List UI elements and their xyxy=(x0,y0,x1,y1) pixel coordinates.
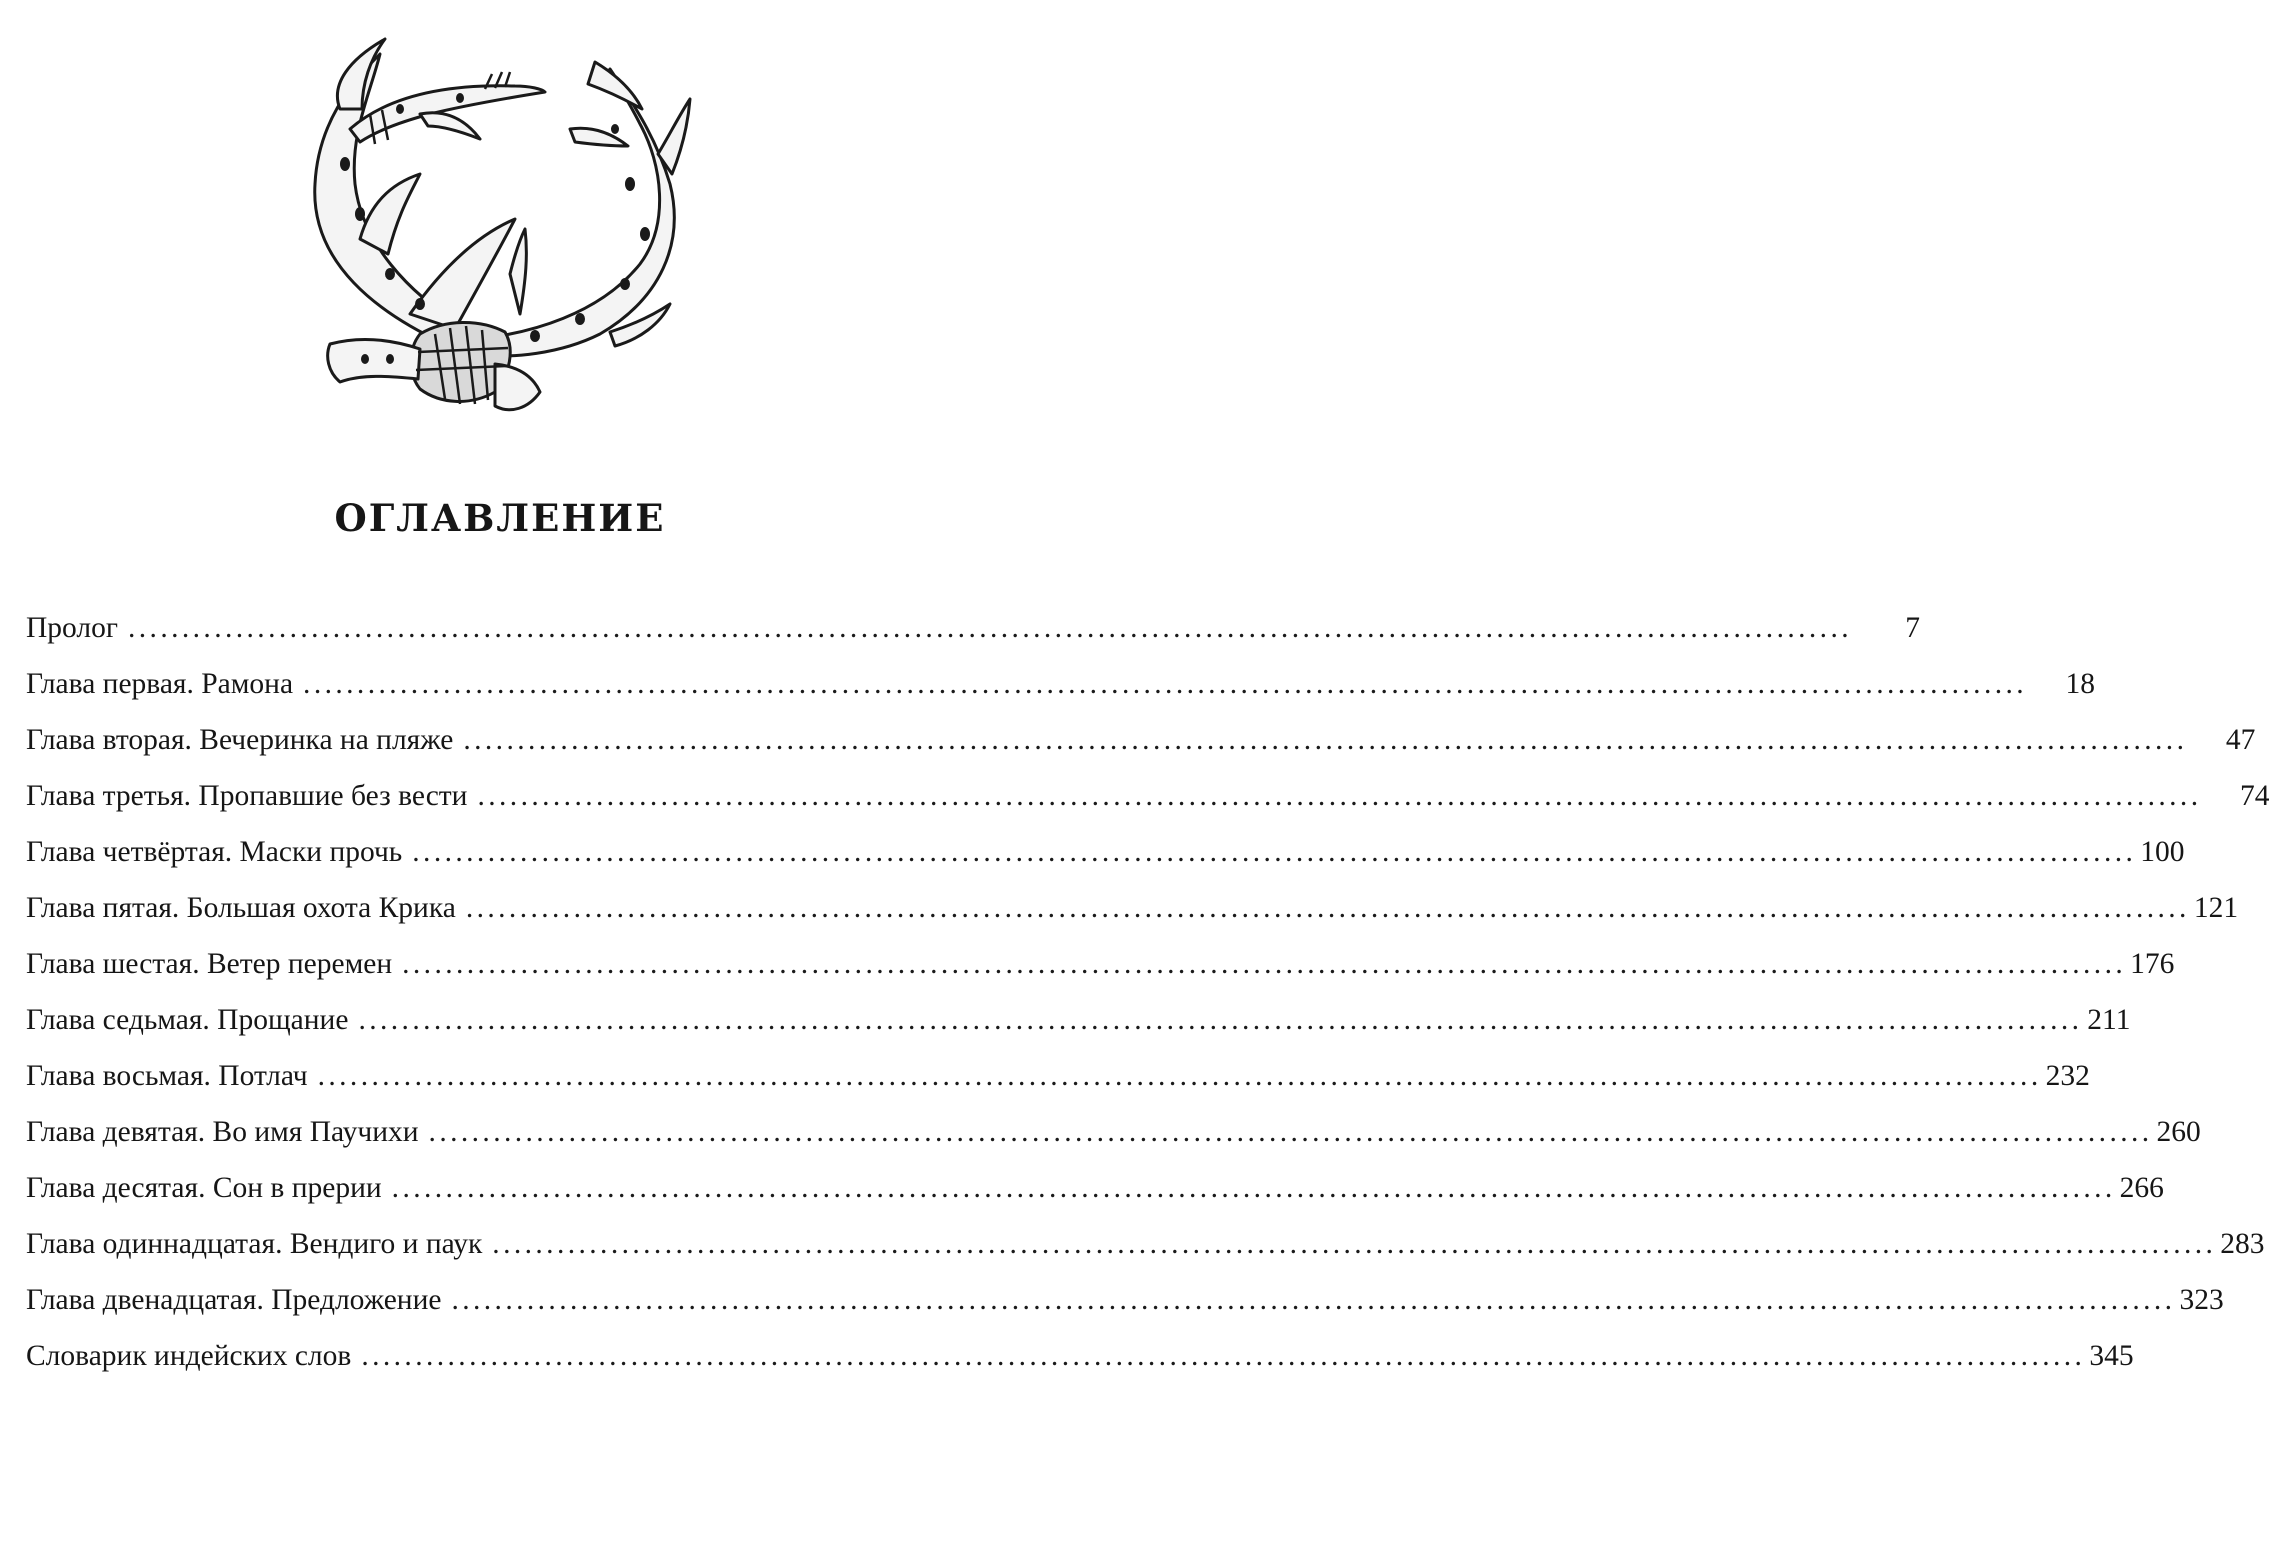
binding-tail xyxy=(328,339,420,382)
toc-entry-page: 18 xyxy=(2065,668,2096,700)
toc-entry[interactable] xyxy=(26,880,2239,936)
right-antler-tine-top xyxy=(588,62,642,109)
binding-end xyxy=(495,364,540,410)
toc-entry-page: 323 xyxy=(2179,1284,2224,1316)
toc-entry-page: 74 xyxy=(2239,780,2269,812)
toc-entry-page: 211 xyxy=(2087,1004,2131,1036)
toc-dot-leader: ................................................................................................................................................................ xyxy=(412,836,2137,868)
toc-entry[interactable] xyxy=(26,1104,2201,1160)
toc-entry-page: 283 xyxy=(2220,1228,2265,1260)
toc-entry[interactable] xyxy=(26,768,2269,824)
toc-entry-title: Глава третья. Пропавшие без вести xyxy=(26,780,468,812)
toc-entry[interactable] xyxy=(26,1216,2265,1272)
left-antler-tine-hook xyxy=(420,113,480,139)
toc-entry[interactable] xyxy=(26,824,2185,880)
right-antler-tine-inner xyxy=(510,229,526,314)
toc-dot-leader: ................................................................................................................................................................ xyxy=(465,892,2190,924)
toc-dot-leader: ................................................................................................................................................................ xyxy=(303,668,2028,700)
toc-entry[interactable] xyxy=(26,1160,2164,1216)
toc-entry-title: Глава вторая. Вечеринка на пляже xyxy=(26,724,454,756)
toc-entry-title: Пролог xyxy=(26,612,118,644)
toc-entry[interactable] xyxy=(26,992,2131,1048)
toc-entry-page: 121 xyxy=(2193,892,2239,924)
left-antler-tine-inner xyxy=(360,174,420,254)
antler-wreath-icon xyxy=(270,14,710,424)
toc-entry-title: Глава восьмая. Потлач xyxy=(26,1060,308,1092)
toc-dot-leader: ................................................................................................................................................................ xyxy=(128,612,1852,644)
toc-entry-page: 47 xyxy=(2225,724,2256,756)
toc-entry-title: Словарик индейских слов xyxy=(26,1340,352,1372)
toc-title: ОГЛАВЛЕНИЕ xyxy=(334,496,666,540)
toc-entry-page: 266 xyxy=(2119,1172,2164,1204)
toc-dot-leader: ................................................................................................................................................................ xyxy=(451,1284,2176,1316)
toc-entry-page: 260 xyxy=(2156,1116,2201,1148)
toc-dot-leader: ................................................................................................................................................................ xyxy=(402,948,2127,980)
toc-entry-title: Глава шестая. Ветер перемен xyxy=(26,948,393,980)
toc-dot-leader: ................................................................................................................................................................ xyxy=(358,1004,2083,1036)
toc-entry-page: 345 xyxy=(2089,1340,2134,1372)
toc-dot-leader: ................................................................................................................................................................ xyxy=(477,780,2202,812)
right-antler-beam xyxy=(475,69,674,356)
toc-entry-page: 7 xyxy=(1905,612,1920,644)
toc-entry-page: 176 xyxy=(2130,948,2175,980)
toc-dot-leader: ................................................................................................................................................................ xyxy=(361,1340,2086,1372)
toc-dot-leader: ................................................................................................................................................................ xyxy=(317,1060,2042,1092)
left-antler-tine-lower xyxy=(410,219,515,329)
toc-entry[interactable] xyxy=(26,1272,2224,1328)
toc-entry[interactable] xyxy=(26,712,2256,768)
toc-entry[interactable] xyxy=(26,1328,2134,1384)
toc-dot-leader: ................................................................................................................................................................ xyxy=(463,724,2188,756)
toc-entry-title: Глава девятая. Во имя Паучихи xyxy=(26,1116,419,1148)
toc-entry-page: 100 xyxy=(2140,836,2185,868)
toc-entry[interactable] xyxy=(26,600,1920,656)
toc-entry-title: Глава двенадцатая. Предложение xyxy=(26,1284,442,1316)
toc-entry-page: 232 xyxy=(2045,1060,2090,1092)
toc-entry-title: Глава десятая. Сон в прерии xyxy=(26,1172,382,1204)
right-antler-tine-mid xyxy=(570,128,628,146)
toc-entry-title: Глава четвёртая. Маски прочь xyxy=(26,836,403,868)
toc-entry-title: Глава первая. Рамона xyxy=(26,668,294,700)
toc-entry[interactable] xyxy=(26,1048,2090,1104)
left-antler-tine-top xyxy=(337,39,385,109)
toc-entry[interactable] xyxy=(26,656,2096,712)
toc-dot-leader: ................................................................................................................................................................ xyxy=(428,1116,2153,1148)
toc-entry[interactable] xyxy=(26,936,2175,992)
toc-dot-leader: ................................................................................................................................................................ xyxy=(391,1172,2116,1204)
toc-entry-title: Глава одиннадцатая. Вендиго и паук xyxy=(26,1228,483,1260)
toc-list xyxy=(26,600,2269,1384)
toc-entry-title: Глава седьмая. Прощание xyxy=(26,1004,349,1036)
right-antler-tine-right xyxy=(658,99,690,174)
toc-entry-title: Глава пятая. Большая охота Крика xyxy=(26,892,456,924)
toc-dot-leader: ................................................................................................................................................................ xyxy=(492,1228,2217,1260)
